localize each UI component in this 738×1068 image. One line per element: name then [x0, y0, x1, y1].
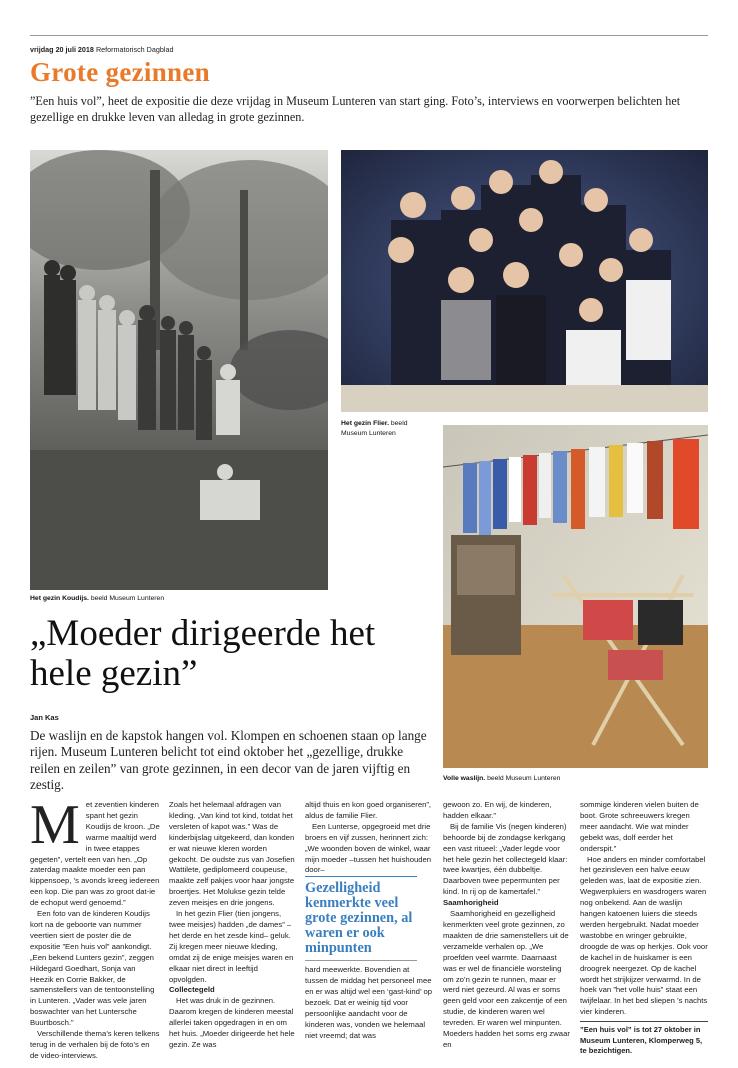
photo-waslijn-image — [443, 425, 708, 768]
caption-waslijn-title: Volle waslijn. — [443, 775, 486, 782]
photo-waslijn — [443, 425, 708, 768]
column-5-paragraph-1: sommige kinderen vielen buiten de boot. Grote schreeuwers kregen meer aandacht. Wie wat minder gebekt was, dolf eerder het onderspit.” — [580, 800, 699, 853]
caption-koudijs-title: Het gezin Koudijs. — [30, 595, 89, 602]
article-byline: Jan Kas — [30, 713, 59, 722]
section-title: Grote gezinnen — [30, 57, 210, 87]
article-column-4 — [443, 800, 571, 1051]
article-column-5 — [580, 800, 708, 1057]
article-column-3 — [305, 800, 433, 1042]
header-date: vrijdag 20 juli 2018 — [30, 45, 94, 54]
pull-quote: Gezelligheid kenmerkte veel grote gezinnen, al waren er ook minpunten — [305, 880, 413, 957]
caption-koudijs-credit: beeld Museum Lunteren — [90, 595, 165, 602]
caption-flier-credit: beeld Museum Lunteren — [341, 420, 408, 437]
column-4-paragraph-1: gewoon zo. En wij, de kinderen, hadden elkaar.” — [443, 800, 552, 820]
exhibition-info: ”Een huis vol” is tot 27 oktober in Museum Lunteren, Klomperweg 5, te bezichtigen. — [580, 1021, 708, 1057]
column-1-paragraph-3: Verschillende thema’s keren telkens terug in de verhalen bij de foto’s en de video-interviews. — [30, 1029, 160, 1060]
column-3-paragraph-1: altijd thuis en kon goed organiseren”, aldus de familie Flier. — [305, 800, 432, 820]
photo-koudijs-image — [30, 150, 328, 590]
caption-koudijs — [30, 594, 164, 604]
column-5-paragraph-2: Hoe anders en minder comfortabel het gezinsleven een halve eeuw geleden was, laat de expositie zien. Wegwerpluiers en wasdrogers waren nog onbekend. Aan de waslijn hangen katoenen luiers die steeds werden hergebruikt. Nadat moeder wastobbe en wringer gebruikte, droogde de was op herkjes. Ook voor de kachel in de huiskamer is een droogrek neergezet. Op de kachel wordt het strijkijzer verwarmd. In de hoek van ”het volle huis” staat een twijfelaar. In het bed sliepen ’s nachts vier kinderen. — [580, 854, 708, 1017]
column-2-paragraph-3: Het was druk in de gezinnen. Daarom kregen de kinderen meestal allerlei taken opgedragen in en om het huis. „Moeder dirigeerde het hele gezin. Ze was — [169, 996, 295, 1049]
column-3-paragraph-2: Een Lunterse, opgegroeid met drie broers en vijf zussen, herinnert zich: „We woonden boven de winkel, waar mijn moeder –tussen het huishouden door– — [305, 821, 432, 875]
column-1-paragraph-1: et zeventien kinderen spant het gezin Koudijs de kroon. „De warme maaltijd werd in twee etappes gegeten”, vertelt een van hen. „Op zaterdag maakte moeder een pan kippensoep, ’s avonds kreeg iedereen een kop. Die pan was zo groot dat-ie de echoput werd genoemd.” — [30, 800, 160, 908]
article-column-2 — [169, 800, 297, 1051]
photo-flier — [341, 150, 708, 412]
caption-flier-title: Het gezin Flier. — [341, 420, 389, 427]
pull-quote-rule-bottom — [305, 960, 417, 961]
drop-cap: M — [30, 794, 80, 856]
column-2-paragraph-2: In het gezin Flier (tien jongens, twee meisjes) hadden „de dames” –het derde en het zesde kind– geluk. Zij kregen meer nieuwe kleding, omdat zij de enige meisjes waren en elkaar niet direct in leeftijd opvolgden. — [169, 909, 294, 984]
article-column-1 — [30, 794, 160, 1062]
column-2-paragraph-1: Zoals het helemaal afdragen van kleding. „Van kind tot kind, totdat het versleten of kapot was.” Was de kinderbijslag uitgekeerd, dan konden er wat nieuwe kleren worden gekocht. De oudste zus van Josefien Wattilete, gediplomeerd coupeuse, maakte zelf pakjes voor haar jongste broertjes. Het Molukse gezin telde zeven meisjes en drie jongens. — [169, 800, 295, 908]
column-4-paragraph-3: Saamhorigheid en gezelligheid kenmerkten veel grote gezinnen, zo maakten de drie samenstellers uit de verzamelde verhalen op. „We proefden veel warmte. Daarnaast was er wel de financiële worsteling om zo’n gezin te runnen, maar er werd niet gezeurd. Al was er soms geen geld voor een zakcentje of een studie, de kinderen waren wel tevreden. Er waren wel minpunten. Moeders hadden het soms erg zwaar en — [443, 909, 570, 1049]
caption-waslijn-credit: beeld Museum Lunteren — [487, 775, 561, 782]
page-header — [30, 45, 173, 54]
article-lead: De waslijn en de kapstok hangen vol. Klompen en schoenen staan op lange rijen. Museum Lunteren belicht tot eind oktober het „gezellige, drukke reilen en zeilen” van grote gezinnen, in een decor van de jaren vijftig en zestig. — [30, 728, 427, 793]
caption-waslijn — [443, 774, 560, 784]
column-4-paragraph-2: Bij de familie Vis (negen kinderen) behoorde bij de zondagse kerkgang een vast ritueel: „Vader legde voor het hele gezin het collectegeld klaar: twee kwartjes, één dubbeltje. Daarboven twee pepermunten per kind. In rij op de kamertafel.” — [443, 821, 568, 897]
column-4-subheading: Saamhorigheid — [443, 898, 499, 908]
caption-flier — [341, 419, 421, 439]
column-1-paragraph-2: Een foto van de kinderen Koudijs kort na de geboorte van nummer veertien siert de poster die de expositie ”Een huis vol” aankondigt. „Een bekend Lunters gezin”, zeggen Hildegard Goedhart, Sonja van Heezik en Corrie Bakker, de samenstellers van de tentoonstelling in Lunteren. „Vader was vele jaren boswachter van het Luntersche Buurtbosch.” — [30, 909, 155, 1028]
article-headline: „Moeder dirigeerde het hele gezin” — [30, 613, 376, 694]
top-rule — [30, 35, 708, 36]
intro-text: ”Een huis vol”, heet de expositie die deze vrijdag in Museum Lunteren van start ging. Foto’s, interviews en voorwerpen belichten het gezellige en drukke leven van alledag in grote gezinnen. — [30, 94, 681, 124]
column-3-paragraph-3: hard meewerkte. Bovendien at tussen de middag het personeel mee en er was altijd wel een ‘gast-kind’ op bezoek. Dat er weinig tijd voor persoonlijke aandacht voor de kinderen was, vonden we helemaal niet vreemd; dat was — [305, 965, 433, 1040]
photo-koudijs — [30, 150, 328, 590]
pull-quote-rule-top — [305, 876, 417, 877]
photo-flier-image — [341, 150, 708, 412]
header-publication: Reformatorisch Dagblad — [95, 45, 174, 54]
column-2-subheading: Collectegeld — [169, 985, 215, 995]
